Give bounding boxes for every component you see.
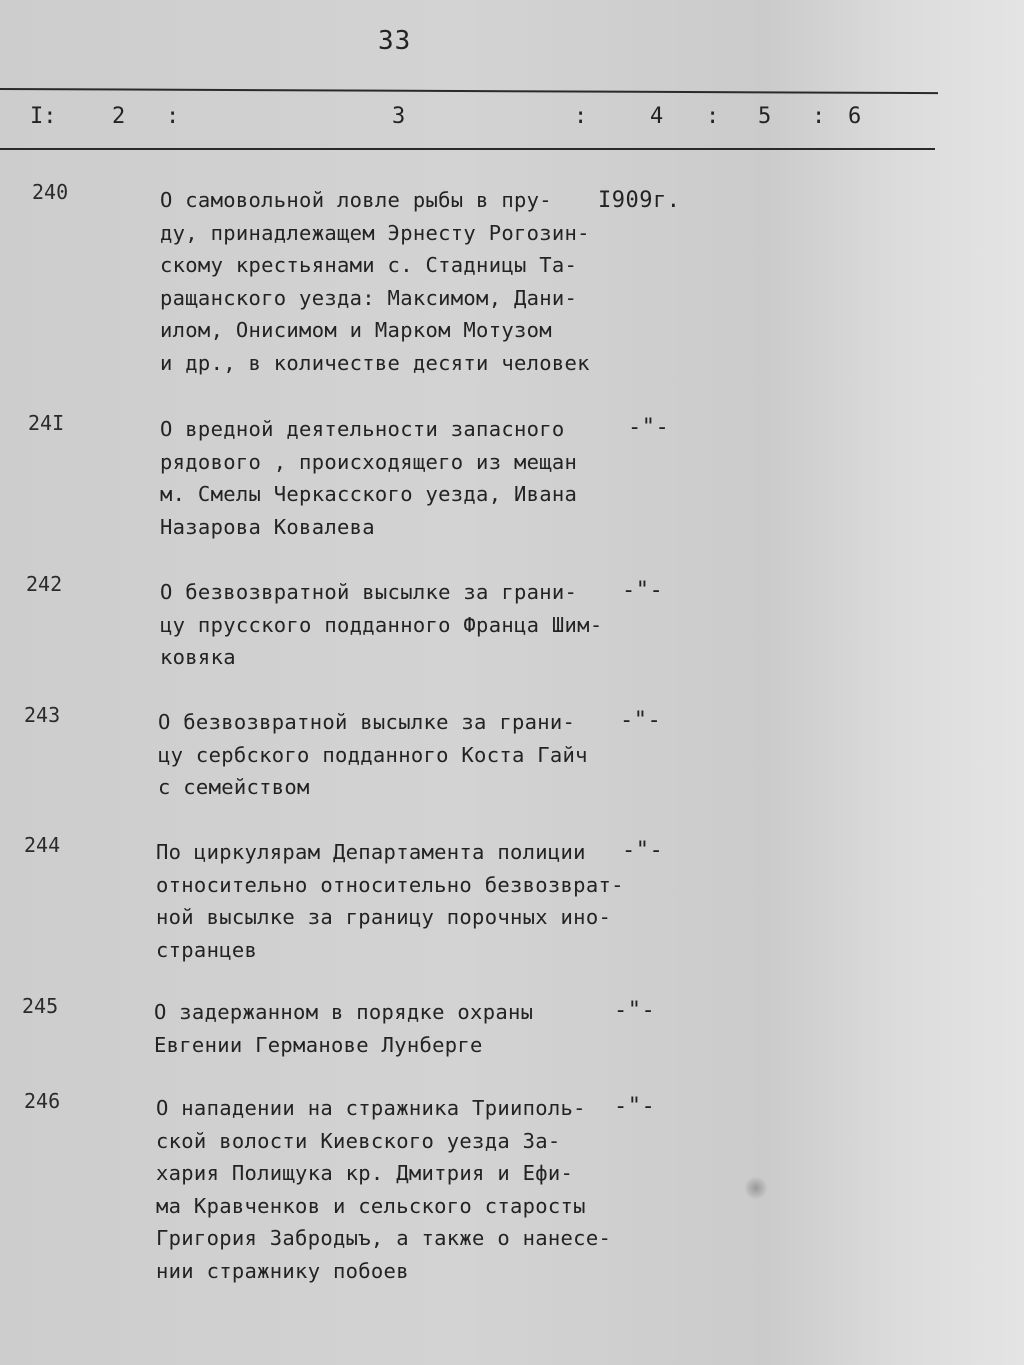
page-number: 33 (378, 26, 412, 56)
column-header-6: 6 (848, 104, 862, 129)
column-header-2: 2 (112, 104, 126, 129)
entry-number: 242 (26, 572, 63, 596)
entry-date: I909г. (598, 188, 681, 213)
entry-line: ской волости Киевского уезда За- (156, 1128, 561, 1153)
entry-line: рядового , происходящего из мещан (160, 449, 578, 474)
entry-line: с семейством (158, 775, 310, 799)
entry-line: О безвозвратной высылке за грани- (160, 580, 578, 604)
entry-line: О самовольной ловле рыбы в пру- (160, 188, 552, 212)
header-bottom-rule (0, 148, 935, 150)
entry-line: По циркулярам Департамента полиции (156, 840, 586, 864)
entry-number: 24I (28, 411, 65, 435)
entry-line: ма Кравченков и сельского старосты (156, 1193, 586, 1218)
entry-line: скому крестьянами с. Стадницы Та- (160, 253, 578, 277)
entry-line: О нападении на стражника Трииполь- (156, 1096, 586, 1120)
entry-ditto: -"- (614, 998, 656, 1023)
entry-number: 240 (32, 180, 69, 204)
entry-line: и др., в количестве десяти человек (160, 350, 590, 375)
column-header-1: I: (30, 104, 57, 129)
entry-line: Назарова Ковалева (160, 514, 375, 539)
entry-line: ной высылке за границу порочных ино- (156, 905, 612, 929)
entry-number: 245 (22, 994, 59, 1018)
entry-line: Евгении Германове Лунберге (154, 1032, 483, 1057)
entry-line: хария Полищука кр. Дмитрия и Ефи- (156, 1161, 574, 1185)
entry-number: 243 (24, 703, 61, 727)
entry-description (156, 1092, 611, 1287)
entry-number: 244 (24, 833, 61, 857)
entry-line: ду, принадлежащем Эрнесту Рогозин- (160, 220, 590, 245)
entry-ditto: -"- (622, 578, 664, 603)
entry-ditto: -"- (620, 708, 662, 733)
entry-description (160, 576, 602, 674)
entry-line: странцев (156, 937, 258, 962)
entry-line: Григория Забродыъ, а также о нанесе- (156, 1226, 612, 1250)
column-header-5: 5 (758, 104, 772, 129)
column-separator: : (574, 104, 588, 129)
entry-line: илом, Онисимом и Марком Мотузом (160, 318, 552, 342)
entry-line: О безвозвратной высылке за грани- (158, 710, 576, 734)
entry-ditto: -"- (622, 838, 664, 863)
entry-line: относительно относительно безвозврат- (156, 872, 624, 897)
header-top-rule (0, 88, 938, 94)
entry-ditto: -"- (628, 415, 670, 440)
column-header-4: 4 (650, 104, 664, 129)
entry-description (158, 706, 588, 804)
column-header-3: 3 (392, 104, 406, 129)
entry-line: нии стражнику побоев (156, 1258, 409, 1283)
entry-line: цу прусского подданного Франца Шим- (160, 612, 603, 637)
column-separator: : (706, 104, 720, 129)
entry-description (160, 184, 590, 379)
entry-description (154, 996, 533, 1061)
entry-number: 246 (24, 1089, 61, 1113)
entry-line: ковяка (160, 645, 236, 669)
entry-line: цу сербского подданного Коста Гайч (158, 742, 588, 767)
column-separator: : (812, 104, 826, 129)
entry-line: м. Смелы Черкасского уезда, Ивана (160, 482, 578, 506)
entry-description (160, 413, 577, 543)
entry-ditto: -"- (614, 1094, 656, 1119)
entry-description (156, 836, 624, 966)
ink-blot (745, 1175, 767, 1201)
entry-line: О вредной деятельности запасного (160, 417, 565, 441)
column-separator: : (166, 104, 180, 129)
entry-line: ращанского уезда: Максимом, Дани- (160, 285, 578, 310)
entry-line: О задержанном в порядке охраны (154, 1000, 534, 1024)
